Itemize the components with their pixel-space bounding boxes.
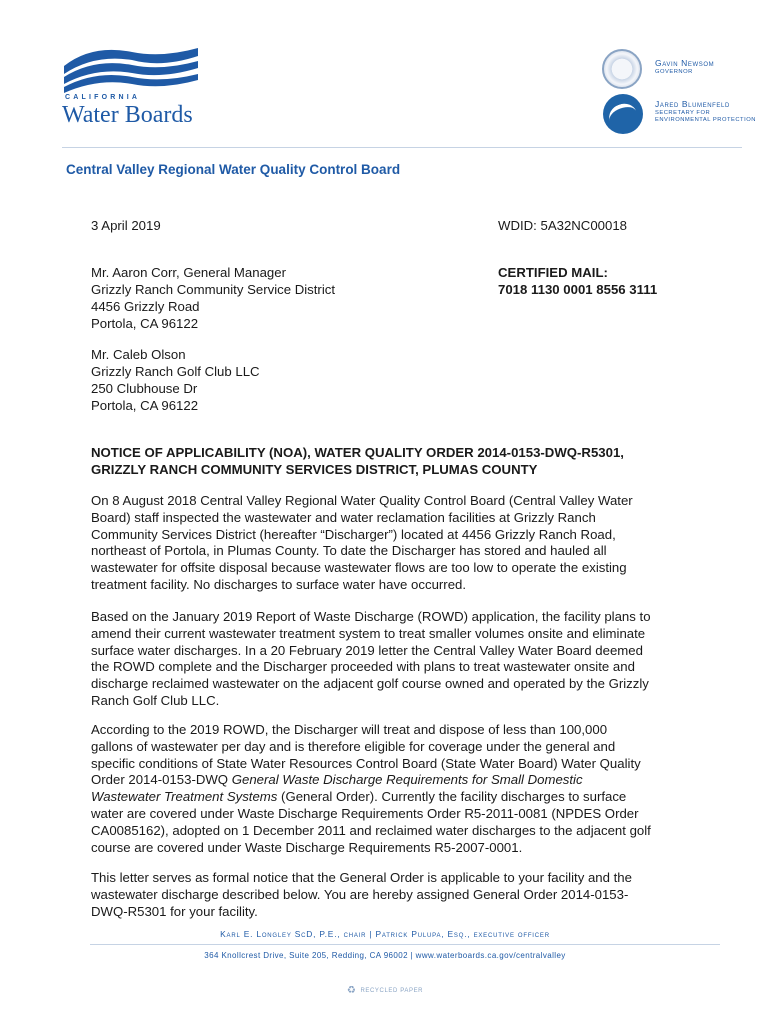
recycled-paper-note: [0, 985, 770, 996]
paragraph-line: water are covered under Waste Discharge Requirements Order R5-2011-0081 (NPDES Order: [91, 805, 639, 821]
wave-logo-icon: [62, 46, 202, 94]
wdid: WDID: 5A32NC00018: [498, 218, 628, 233]
logo-state-label: CALIFORNIA: [65, 94, 141, 101]
secretary-title-line1: SECRETARY FOR: [655, 110, 711, 116]
logo-wordmark: Water Boards: [62, 102, 193, 128]
subject-line: NOTICE OF APPLICABILITY (NOA), WATER QUALITY ORDER 2014-0153-DWQ-R5301,: [91, 445, 624, 460]
header-divider: [62, 147, 742, 148]
certified-mail-number: 7018 1130 0001 8556 3111: [498, 282, 658, 297]
paragraph-line: [91, 789, 691, 806]
paragraph-eligibility: [91, 722, 691, 856]
general-order-title-italic: General Waste Discharge Requirements for Small Domestic: [231, 772, 583, 788]
paragraph-line: DWQ-R5301 for your facility.: [91, 903, 258, 919]
paragraph-formal-notice: [91, 870, 691, 920]
governor-title: GOVERNOR: [655, 69, 693, 75]
secretary-name: Jared Blumenfeld: [655, 99, 730, 109]
recipient2-line: 250 Clubhouse Dr: [91, 381, 198, 396]
paragraph-line: wastewater for offsite disposal because wastewater flows are too low to operate the existing: [91, 560, 627, 576]
paragraph-line: This letter serves as formal notice that the General Order is applicable to your facility and the: [91, 870, 632, 885]
recycled-paper-label: RECYCLED PAPER: [360, 988, 424, 995]
paragraph-line: CA0085162), adopted on 1 December 2011 and reclaimed water discharges to the adjacent golf: [91, 822, 651, 838]
paragraph-line: gallons of wastewater per day and is therefore eligible for coverage under the general and: [91, 738, 616, 754]
paragraph-line: Board) staff inspected the wastewater and water reclamation facilities at Grizzly Ranch: [91, 509, 596, 525]
order-number-text: Order 2014-0153-DWQ: [91, 772, 232, 788]
paragraph-line: On 8 August 2018 Central Valley Regional Water Quality Control Board (Central Valley Water: [91, 493, 633, 508]
calepa-seal-icon: [603, 94, 643, 134]
paragraph-inspection: [91, 493, 691, 594]
paragraph-line: course are covered under Waste Discharge Requirements R5-2007-0001.: [91, 839, 523, 855]
letter-date: 3 April 2019: [91, 218, 161, 233]
paragraph-line: treatment facility. No discharges to surface water have occurred.: [91, 576, 467, 592]
recipient2-line: Grizzly Ranch Golf Club LLC: [91, 364, 260, 379]
paragraph-line: According to the 2019 ROWD, the Discharger will treat and dispose of less than 100,000: [91, 722, 608, 737]
recipient1-line: 4456 Grizzly Road: [91, 299, 200, 314]
secretary-title-line2: ENVIRONMENTAL PROTECTION: [655, 117, 756, 123]
general-order-title-italic: Wastewater Treatment Systems: [91, 789, 278, 805]
paragraph-line: Based on the January 2019 Report of Waste Discharge (ROWD) application, the facility plans to: [91, 609, 651, 624]
board-title: Central Valley Regional Water Quality Control Board: [66, 162, 401, 177]
paragraph-line: northeast of Portola, in Plumas County. To date the Discharger has stored and hauled all: [91, 543, 607, 559]
paragraph-line: discharge reclaimed wastewater on the adjacent golf course owned and operated by the Grizzly: [91, 676, 649, 692]
subject-line: GRIZZLY RANCH COMMUNITY SERVICES DISTRICT, PLUMAS COUNTY: [91, 462, 538, 477]
certified-mail-label: CERTIFIED MAIL:: [498, 265, 608, 280]
paragraph-line: amend their current wastewater treatment system to treat smaller volumes onsite and eliminate: [91, 625, 646, 641]
governor-seal-icon: [602, 49, 642, 89]
footer-address: 364 Knollcrest Drive, Suite 205, Redding, CA 96002 | www.waterboards.ca.gov/centralvalley: [204, 951, 566, 960]
recipient1-line: Grizzly Ranch Community Service District: [91, 282, 336, 297]
paragraph-rowd: [91, 609, 691, 710]
recipient1-line: Portola, CA 96122: [91, 316, 199, 331]
recipient1-line: Mr. Aaron Corr, General Manager: [91, 265, 286, 280]
paragraph-line: surface water discharges. In a 20 February 2019 letter the Central Valley Water Board deemed: [91, 642, 643, 658]
recipient2-line: Portola, CA 96122: [91, 398, 199, 413]
recipient2-line: Mr. Caleb Olson: [91, 347, 186, 362]
paragraph-line: Community Services District (hereafter “Discharger”) located at 4456 Grizzly Ranch Road,: [91, 526, 616, 542]
governor-name: Gavin Newsom: [655, 58, 715, 68]
paragraph-line: the ROWD complete and the Discharger proceeded with plans to treat wastewater onsite and: [91, 659, 635, 675]
footer-officers: Karl E. Longley ScD, P.E., chair | Patrick Pulupa, Esq., executive officer: [220, 929, 550, 939]
paragraph-text: (General Order). Currently the facility discharges to surface: [277, 789, 627, 805]
footer-divider: [90, 944, 720, 945]
paragraph-line: specific conditions of State Water Resources Control Board (State Water Board) Water Quality: [91, 755, 641, 771]
water-boards-logo: [62, 46, 202, 132]
paragraph-line: Ranch Golf Club LLC.: [91, 692, 220, 708]
paragraph-line: [91, 772, 691, 789]
paragraph-line: wastewater discharge described below. You are hereby assigned General Order 2014-0153-: [91, 886, 629, 902]
recycle-icon: ♻: [346, 985, 357, 996]
